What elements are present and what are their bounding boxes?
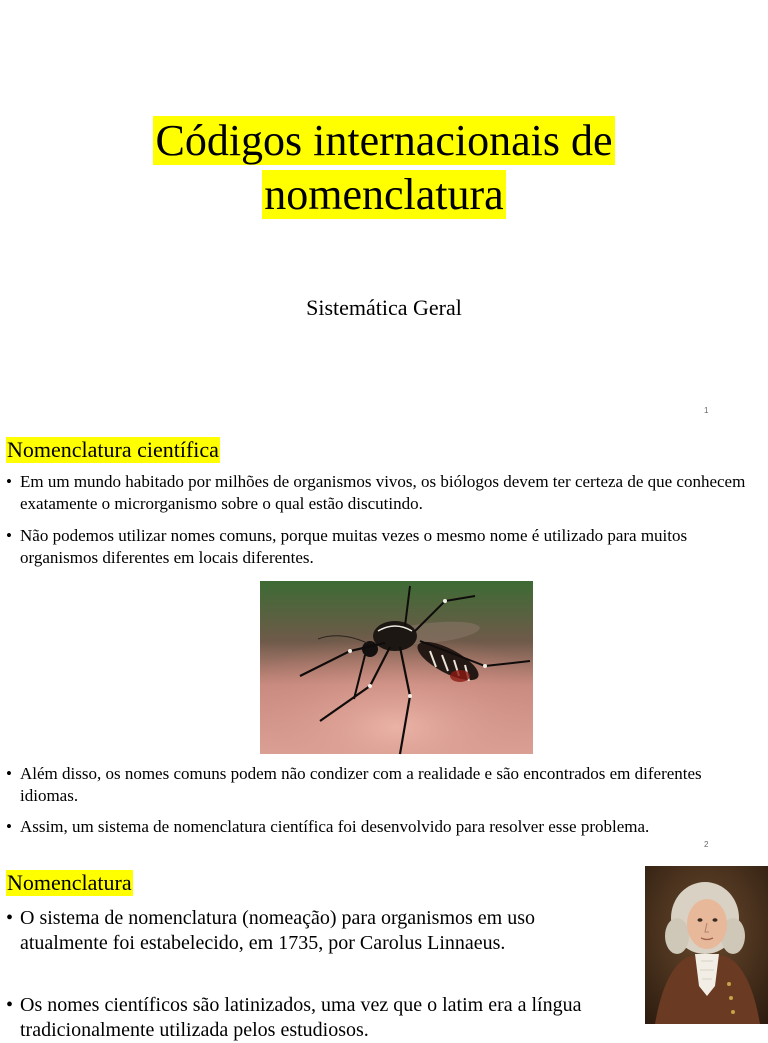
slide-heading: Nomenclatura bbox=[7, 870, 132, 895]
bullet-icon: • bbox=[6, 817, 12, 836]
bullet-icon: • bbox=[6, 994, 14, 1016]
linnaeus-portrait bbox=[645, 866, 768, 1024]
bullet-item bbox=[6, 906, 612, 956]
slide-3 bbox=[0, 853, 768, 1041]
bullet-icon: • bbox=[6, 907, 14, 929]
bullet-text: O sistema de nomenclatura (nomeação) para organismos em uso atualmente foi estabelecido, em 1735, por Carolus Linnaeus. bbox=[20, 907, 536, 954]
slide-title bbox=[0, 114, 768, 222]
bullet-item bbox=[6, 525, 762, 569]
mosquito-photo bbox=[260, 581, 533, 754]
title-line-1: Códigos internacionais de bbox=[155, 116, 613, 165]
bullet-item bbox=[6, 763, 762, 807]
title-line-2: nomenclatura bbox=[264, 170, 504, 219]
bullet-item bbox=[6, 816, 762, 838]
bullet-text: Os nomes científicos são latinizados, uma vez que o latim era a língua tradicionalmente utilizada pelos estudiosos. bbox=[20, 994, 582, 1041]
bullet-icon: • bbox=[6, 764, 12, 783]
slide-1 bbox=[0, 0, 768, 426]
bullet-text: Além disso, os nomes comuns podem não condizer com a realidade e são encontrados em diferentes idiomas. bbox=[20, 764, 702, 805]
slide-2 bbox=[0, 426, 768, 853]
mosquito-image bbox=[260, 581, 533, 754]
bullet-icon: • bbox=[6, 472, 12, 491]
bullet-item bbox=[6, 471, 762, 515]
bullet-icon: • bbox=[6, 526, 12, 545]
slide-heading: Nomenclatura científica bbox=[7, 437, 219, 462]
portrait-image bbox=[645, 866, 768, 1024]
bullet-text: Em um mundo habitado por milhões de organismos vivos, os biólogos devem ter certeza de que conhecem exatamente o microrganismo sobre o qual estão discutindo. bbox=[20, 472, 746, 513]
bullet-text: Assim, um sistema de nomenclatura científica foi desenvolvido para resolver esse problema. bbox=[20, 817, 650, 836]
slide-subtitle: Sistemática Geral bbox=[306, 295, 462, 320]
page-number: 1 bbox=[704, 406, 709, 415]
page-number: 2 bbox=[704, 840, 709, 849]
bullet-text: Não podemos utilizar nomes comuns, porque muitas vezes o mesmo nome é utilizado para muitos organismos diferentes em locais diferentes. bbox=[20, 526, 688, 567]
bullet-item bbox=[6, 993, 612, 1043]
